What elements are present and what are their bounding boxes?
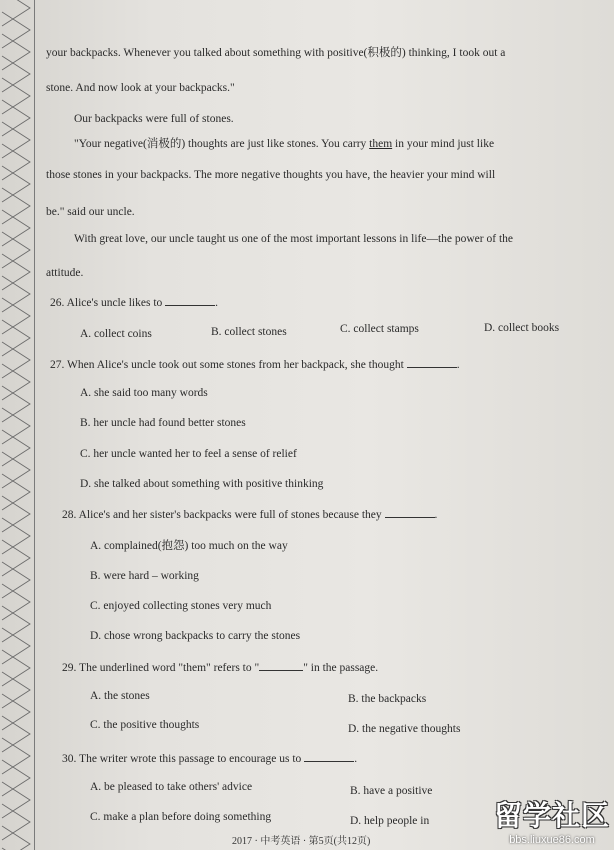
question-26-option-b: B. collect stones (211, 326, 287, 338)
passage-line-5: those stones in your backpacks. The more negative thoughts you have, the heavier your mind will (46, 169, 496, 181)
question-27-blank (407, 357, 457, 368)
question-26-stem (50, 295, 218, 310)
question-28-end: . (434, 509, 438, 521)
question-26-blank (165, 295, 215, 306)
question-27-option-c: C. her uncle wanted her to feel a sense of relief (80, 448, 297, 460)
question-30-text: 30. The writer wrote this passage to encourage us to (62, 753, 302, 765)
binding-chevron (2, 0, 30, 26)
question-28-option-b: B. were hard – working (90, 570, 199, 582)
binding-chevron-pattern (0, 0, 34, 850)
underlined-word-them: them (369, 138, 393, 150)
question-29-option-a: A. the stones (90, 690, 150, 702)
question-27-option-d: D. she talked about something with positive thinking (80, 478, 324, 490)
passage-line-7: With great love, our uncle taught us one of the most important lessons in life—the power of the (74, 233, 513, 245)
question-30-option-c: C. make a plan before doing something (90, 811, 272, 823)
question-29-option-b: B. the backpacks (348, 693, 427, 705)
passage-line-1: your backpacks. Whenever you talked about something with positive(积极的) thinking, I took out a (46, 47, 506, 59)
question-29-stem (62, 660, 378, 675)
question-26-text: 26. Alice's uncle likes to (50, 297, 163, 309)
question-27-end: . (456, 359, 460, 371)
question-26-option-d: D. collect books (484, 322, 560, 334)
question-26-option-a: A. collect coins (80, 328, 152, 340)
question-30-blank (304, 751, 354, 762)
question-27-option-b: B. her uncle had found better stones (80, 417, 246, 429)
question-27-option-a: A. she said too many words (80, 387, 208, 399)
question-27-stem (50, 357, 460, 372)
question-30-stem (62, 751, 357, 766)
passage-line-4-text: "Your negative(消极的) thoughts are just like stones. You carry (74, 138, 367, 150)
passage-line-8: attitude. (46, 267, 84, 279)
question-30-option-a: A. be pleased to take others' advice (90, 781, 253, 793)
passage-line-6: be." said our uncle. (46, 206, 135, 218)
watermark-url: bbs.liuxue86.com (509, 834, 595, 846)
question-26-option-c: C. collect stamps (340, 323, 419, 335)
question-29-option-c: C. the positive thoughts (90, 719, 200, 731)
watermark-text: 留学社区 (493, 799, 610, 832)
page-footer: 2017 · 中考英语 · 第5页(共12页) (232, 836, 371, 847)
question-28-stem (62, 507, 437, 522)
question-29-option-d: D. the negative thoughts (348, 723, 461, 735)
watermark (494, 794, 610, 846)
question-30-end: . (354, 753, 358, 765)
question-26-end: . (215, 297, 219, 309)
passage-line-4 (74, 137, 494, 151)
question-29-blank (259, 660, 303, 671)
question-28-text: 28. Alice's and her sister's backpacks were full of stones because they (62, 509, 382, 521)
binding-chevron (2, 826, 30, 850)
question-28-option-c: C. enjoyed collecting stones very much (90, 600, 272, 612)
passage-line-2: stone. And now look at your backpacks." (46, 82, 235, 94)
question-28-option-a: A. complained(抱怨) too much on the way (90, 540, 288, 552)
question-28-option-d: D. chose wrong backpacks to carry the stones (90, 630, 301, 642)
binding-margin (0, 0, 35, 850)
question-30-option-b: B. have a positive (350, 785, 433, 797)
question-29-end: " in the passage. (303, 662, 379, 674)
question-28-blank (385, 507, 435, 518)
passage-line-4-tail: in your mind just like (395, 138, 495, 150)
question-30-option-d: D. help people in (350, 815, 430, 827)
passage-line-3: Our backpacks were full of stones. (74, 113, 234, 125)
question-27-text: 27. When Alice's uncle took out some stones from her backpack, she thought (50, 359, 404, 371)
question-29-text: 29. The underlined word "them" refers to " (62, 662, 260, 674)
